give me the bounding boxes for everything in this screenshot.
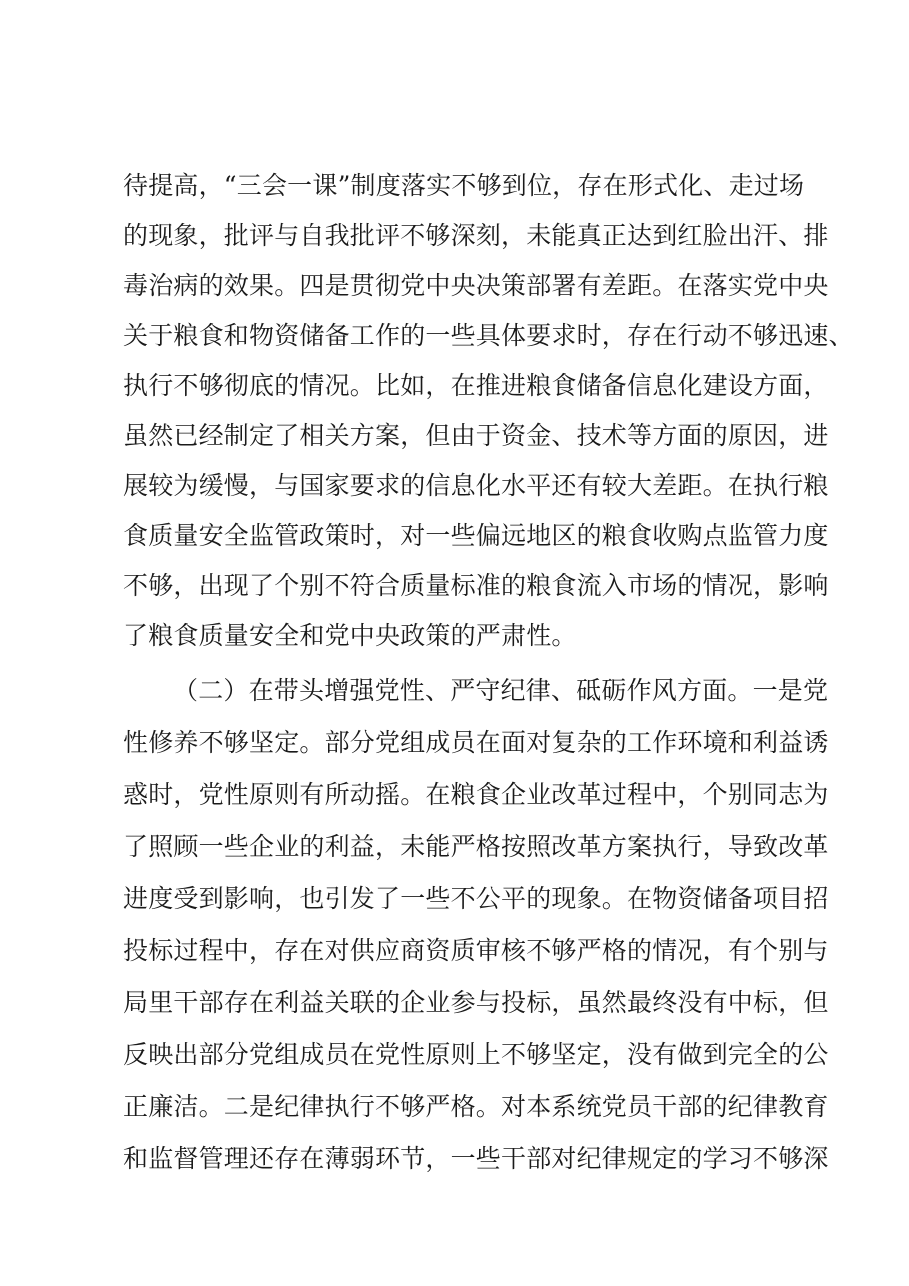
body-text-line: 虽然已经制定了相关方案，但由于资金、技术等方面的原因，进 bbox=[123, 421, 829, 450]
body-text-line: 了粮食质量安全和党中央政策的严肃性。 bbox=[123, 621, 577, 650]
body-text-line: 关于粮食和物资储备工作的一些具体要求时，存在行动不够迅速、 bbox=[123, 321, 854, 350]
body-text-line: 了照顾一些企业的利益，未能严格按照改革方案执行，导致改革 bbox=[123, 832, 829, 861]
body-text-line: 待提高，“三会一课”制度落实不够到位，存在形式化、走过场 bbox=[123, 171, 805, 200]
body-text-line: 投标过程中，存在对供应商资质审核不够严格的情况，有个别与 bbox=[123, 936, 829, 965]
body-text-line: 执行不够彻底的情况。比如，在推进粮食储备信息化建设方面， bbox=[123, 371, 829, 400]
body-text-line: 和监督管理还存在薄弱环节，一些干部对纪律规定的学习不够深 bbox=[123, 1144, 829, 1173]
body-text-line: 食质量安全监管政策时，对一些偏远地区的粮食收购点监管力度 bbox=[123, 521, 829, 550]
section-heading-line: （二）在带头增强党性、严守纪律、砥砺作风方面。一是党 bbox=[173, 676, 829, 705]
body-text-line: 惑时，党性原则有所动摇。在粮食企业改革过程中，个别同志为 bbox=[123, 780, 829, 809]
body-text-line: 展较为缓慢，与国家要求的信息化水平还有较大差距。在执行粮 bbox=[123, 471, 829, 500]
body-text-line: 毒治病的效果。四是贯彻党中央决策部署有差距。在落实党中央 bbox=[123, 271, 829, 300]
body-text-line: 的现象，批评与自我批评不够深刻，未能真正达到红脸出汗、排 bbox=[123, 221, 829, 250]
body-text-line: 反映出部分党组成员在党性原则上不够坚定，没有做到完全的公 bbox=[123, 1040, 829, 1069]
body-text-line: 不够，出现了个别不符合质量标准的粮食流入市场的情况，影响 bbox=[123, 571, 829, 600]
body-text-line: 进度受到影响，也引发了一些不公平的现象。在物资储备项目招 bbox=[123, 884, 829, 913]
body-text-line: 性修养不够坚定。部分党组成员在面对复杂的工作环境和利益诱 bbox=[123, 728, 829, 757]
body-text-line: 正廉洁。二是纪律执行不够严格。对本系统党员干部的纪律教育 bbox=[123, 1092, 829, 1121]
body-text-line: 局里干部存在利益关联的企业参与投标，虽然最终没有中标，但 bbox=[123, 988, 829, 1017]
